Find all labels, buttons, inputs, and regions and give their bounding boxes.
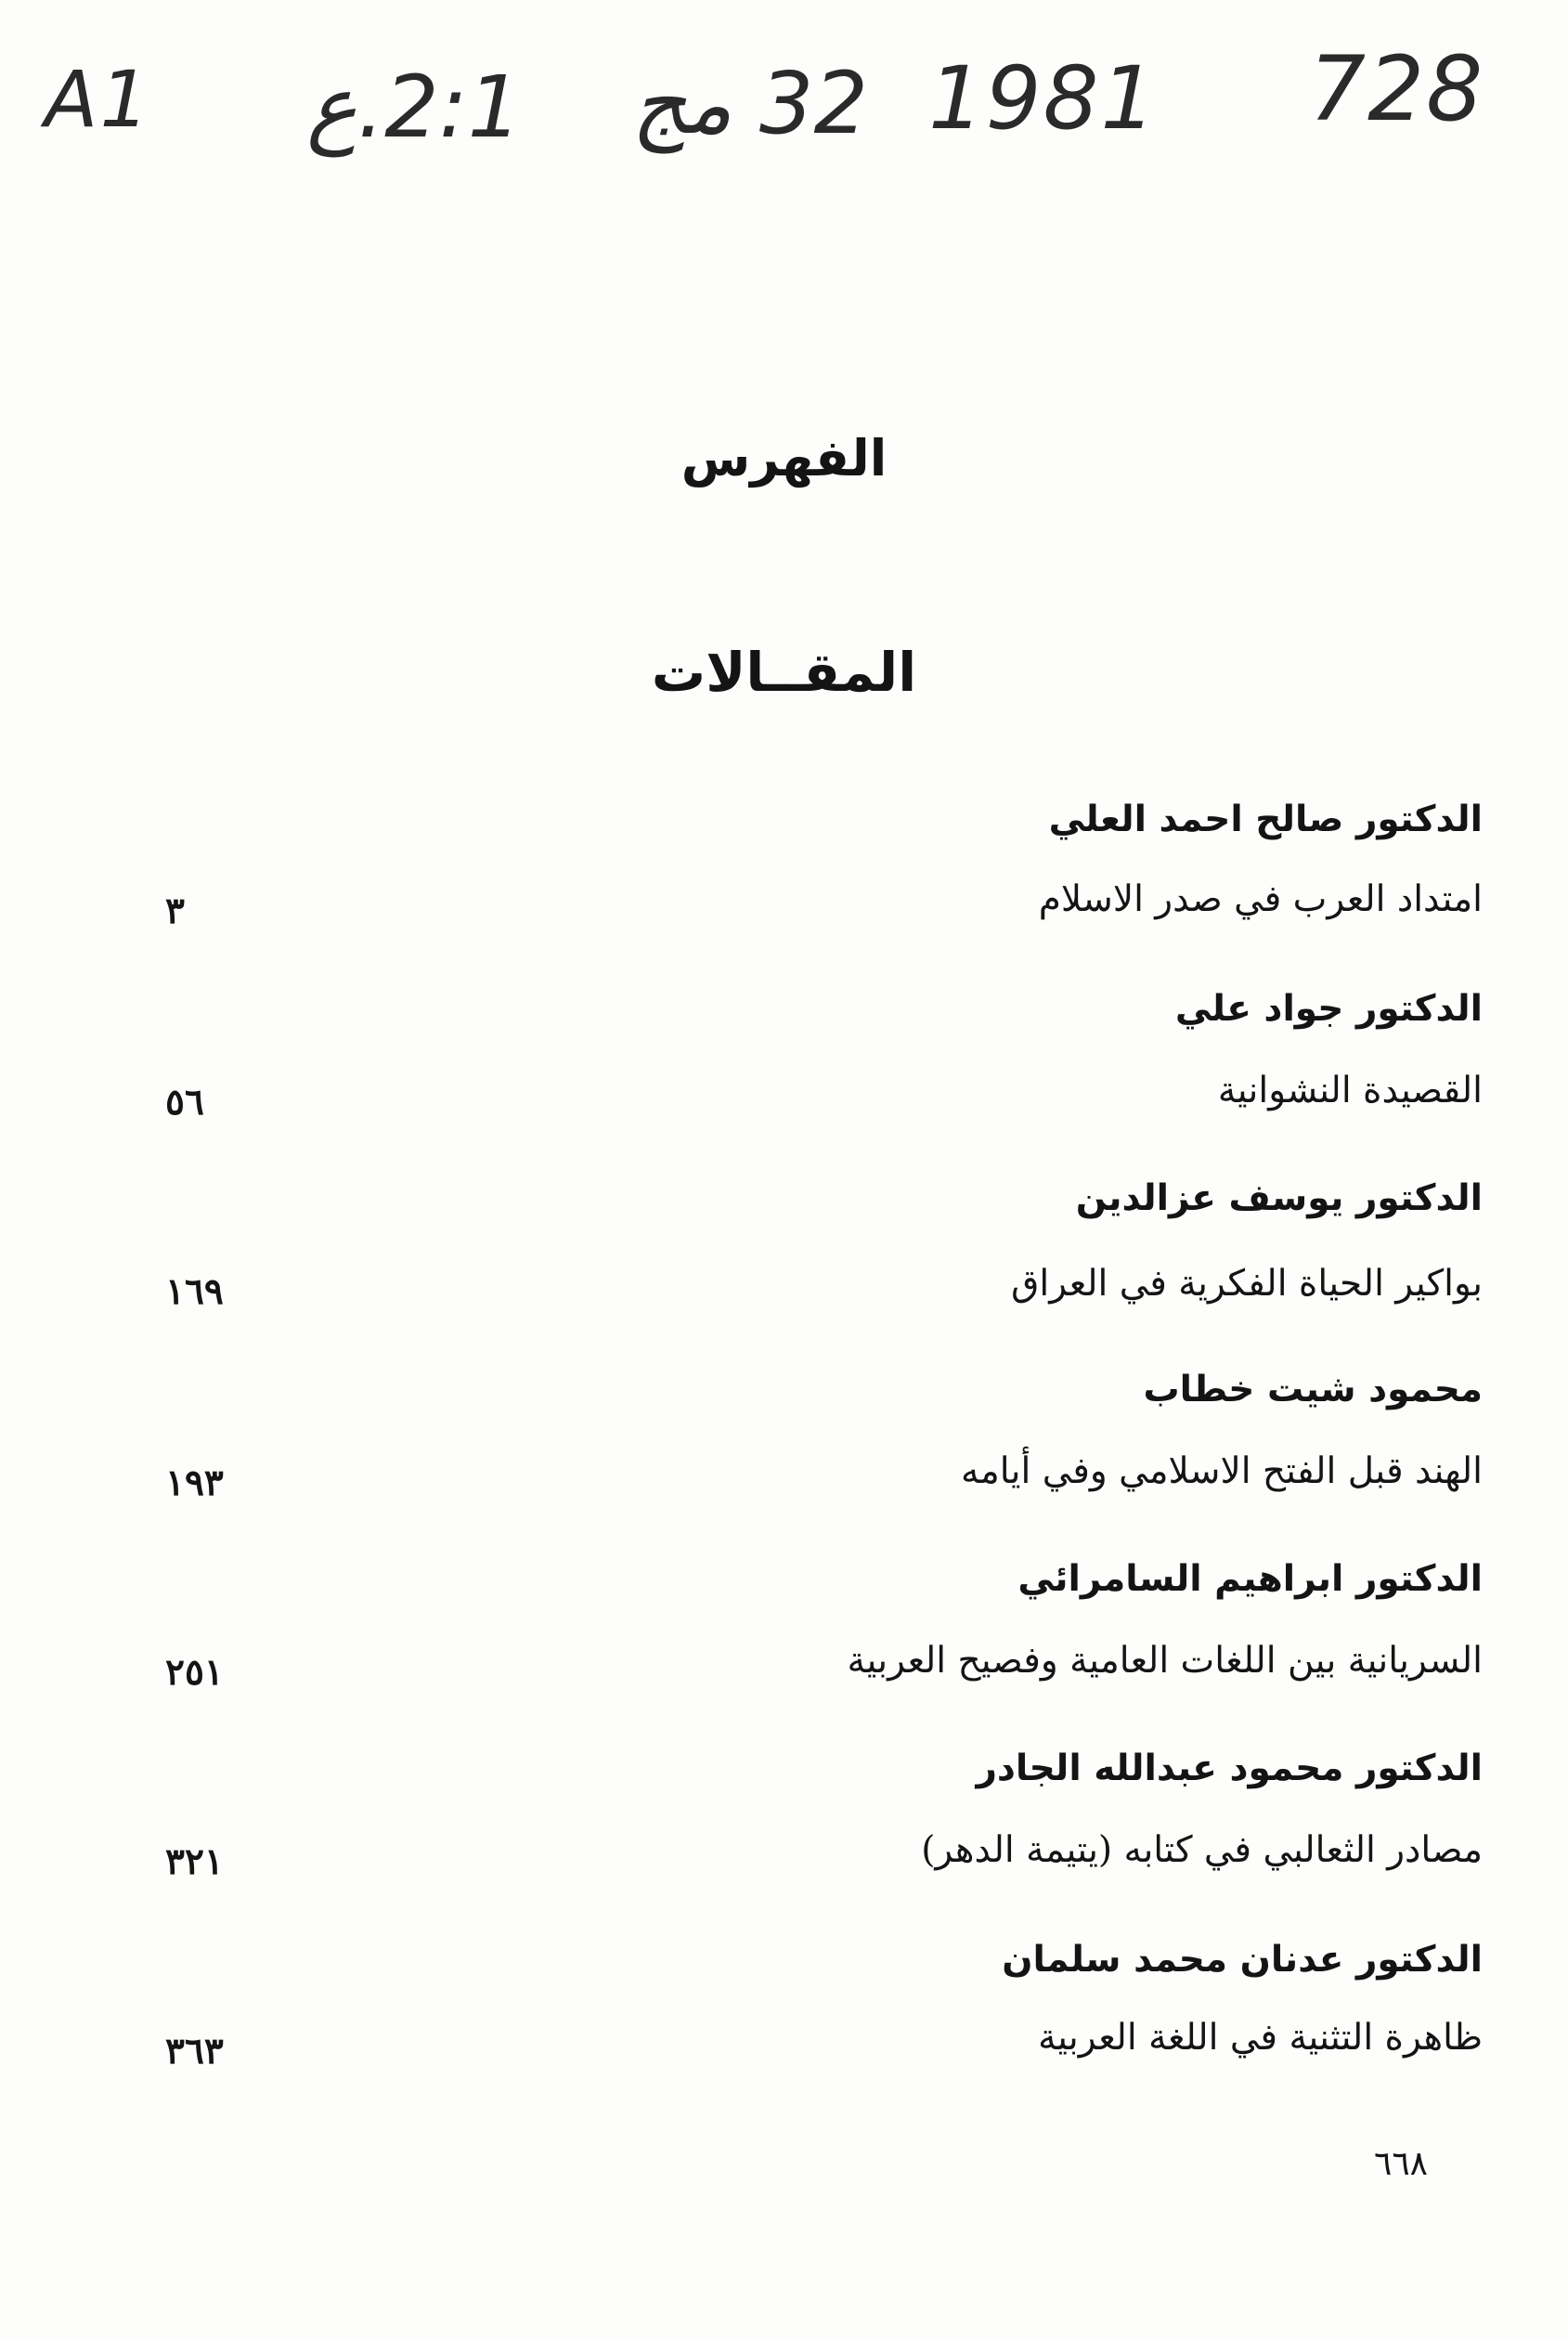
toc-page-number: ٣	[165, 890, 185, 932]
toc-page-number: ١٩٣	[165, 1462, 224, 1504]
toc-article-title: السريانية بين اللغات العامية وفصيح العربية	[847, 1640, 1483, 1682]
toc-author: الدكتور محمود عبدالله الجادر	[976, 1748, 1483, 1789]
toc-author: الدكتور ابراهيم السامرائي	[1017, 1558, 1483, 1600]
toc-page-number: ٢٥١	[165, 1651, 224, 1694]
handwritten-record-id: 728	[1309, 37, 1485, 141]
toc-article-title: القصيدة النشوانية	[1217, 1070, 1483, 1111]
section-title: المقــالات	[651, 641, 917, 704]
toc-article-title: ظاهرة التثنية في اللغة العربية	[1038, 2017, 1483, 2059]
toc-author: الدكتور عدنان محمد سلمان	[1002, 1939, 1483, 1981]
toc-article-title: مصادر الثعالبي في كتابه (يتيمة الدهر)	[921, 1829, 1483, 1871]
toc-author: الدكتور صالح احمد العلي	[1048, 799, 1483, 840]
toc-page-number: ٣٢١	[165, 1840, 224, 1883]
handwritten-code: A1	[45, 54, 151, 145]
page-folio: ٦٦٨	[1374, 2145, 1429, 2183]
toc-author: محمود شيت خطاب	[1143, 1369, 1483, 1410]
toc-page-number: ٥٦	[165, 1081, 204, 1124]
handwritten-volume: 32 مج	[631, 54, 868, 153]
toc-article-title: الهند قبل الفتح الاسلامي وفي أيامه	[960, 1450, 1483, 1492]
handwritten-year: 1981	[928, 48, 1159, 149]
toc-article-title: امتداد العرب في صدر الاسلام	[1038, 878, 1483, 920]
toc-article-title: بواكير الحياة الفكرية في العراق	[1011, 1263, 1483, 1305]
toc-page-number: ٣٦٣	[165, 2030, 224, 2073]
page-title: الفهرس	[680, 429, 888, 487]
toc-page-number: ١٦٩	[165, 1270, 224, 1313]
toc-author: الدكتور يوسف عزالدين	[1075, 1177, 1483, 1219]
toc-author: الدكتور جواد علي	[1174, 988, 1483, 1030]
handwritten-issue: 2:1.ع	[306, 58, 523, 157]
